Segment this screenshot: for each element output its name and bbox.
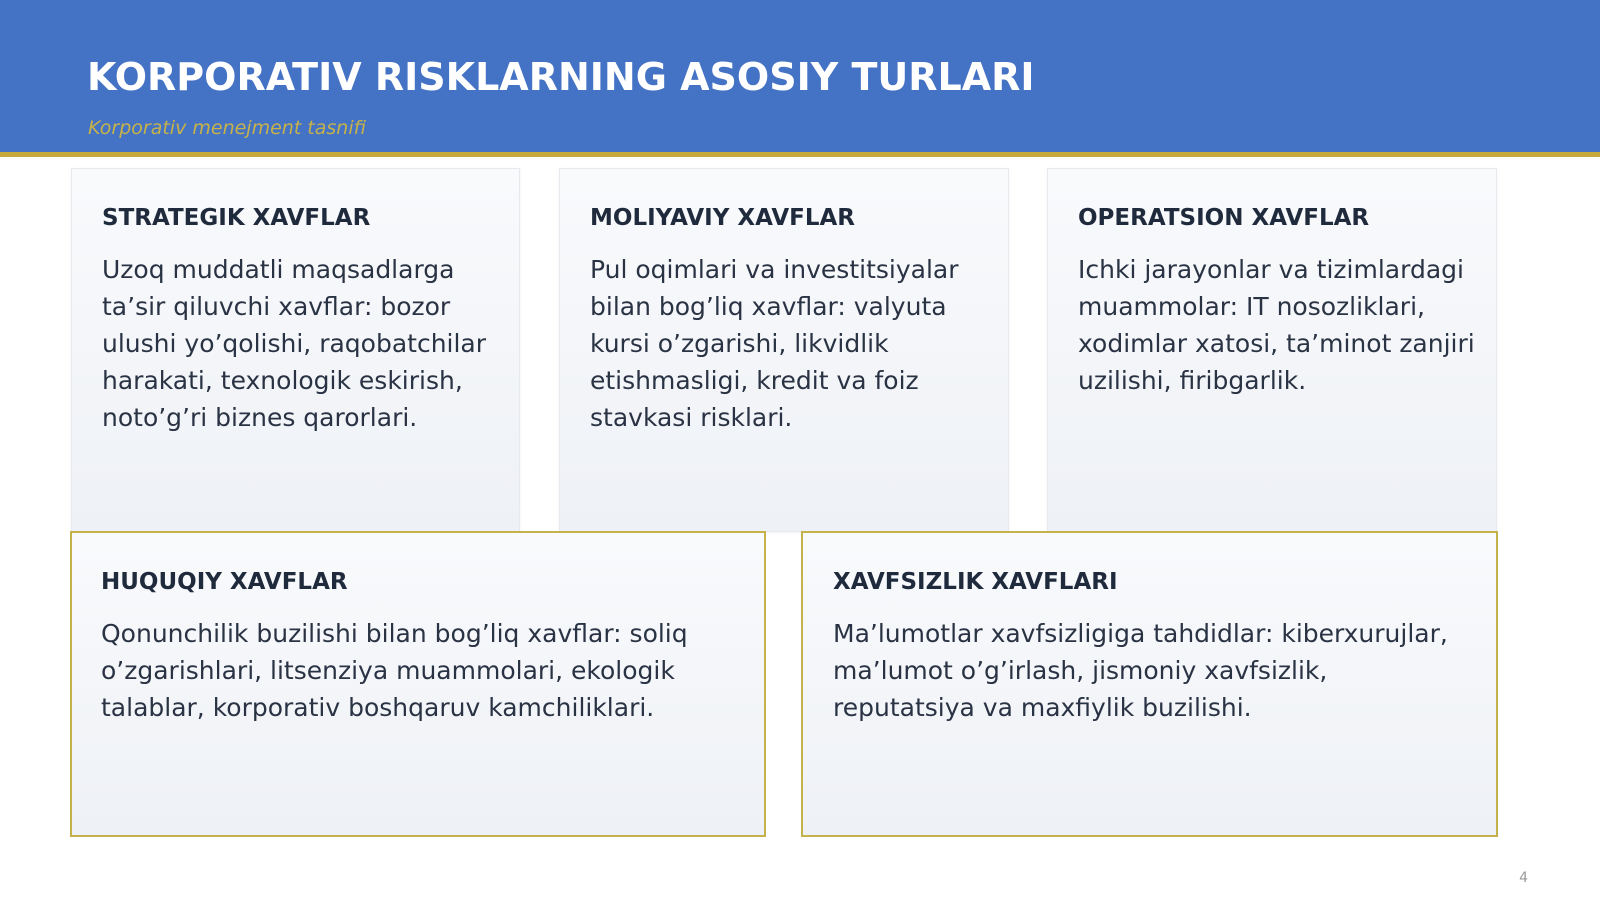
card-text: Pul oqimlari va investitsiyalar bilan bog’liq xavflar: valyuta kursi o’zgarishi, likvidlik etishmasligi, kredit va foiz stavkasi risklari. bbox=[590, 255, 959, 432]
card-title: XAVFSIZLIK XAVFLARI bbox=[833, 569, 1118, 595]
card-text: Ma’lumotlar xavfsizligiga tahdidlar: kiberxurujlar, ma’lumot o’g’irlash, jismoniy xavfsizlik, reputatsiya va maxfiylik buzilishi. bbox=[833, 619, 1448, 722]
card-legal-risks bbox=[70, 531, 766, 837]
card-text: Qonunchilik buzilishi bilan bog’liq xavflar: soliq o’zgarishlari, litsenziya muammolari, ekologik talablar, korporativ boshqaruv kamchiliklari. bbox=[101, 619, 688, 722]
page-number: 4 bbox=[1519, 870, 1528, 886]
card-financial-risks bbox=[559, 168, 1009, 532]
page-subtitle: Korporativ menejment tasnifi bbox=[88, 117, 366, 139]
card-title: HUQUQIY XAVFLAR bbox=[101, 569, 348, 595]
header-bar bbox=[0, 0, 1600, 157]
card-operational-risks bbox=[1047, 168, 1497, 532]
card-title: MOLIYAVIY XAVFLAR bbox=[590, 205, 856, 231]
card-security-risks bbox=[801, 531, 1498, 837]
card-strategic-risks bbox=[71, 168, 520, 532]
page-title: KORPORATIV RISKLARNING ASOSIY TURLARI bbox=[87, 55, 1035, 99]
card-title: STRATEGIK XAVFLAR bbox=[102, 205, 371, 231]
card-title: OPERATSION XAVFLAR bbox=[1078, 205, 1370, 231]
card-text: Uzoq muddatli maqsadlarga ta’sir qiluvchi xavflar: bozor ulushi yo’qolishi, raqobatchilar harakati, texnologik eskirish, noto’g’ri biznes qarorlari. bbox=[102, 255, 487, 432]
card-text: Ichki jarayonlar va tizimlardagi muammolar: IT nosozliklari, xodimlar xatosi, ta’minot zanjiri uzilishi, firibgarlik. bbox=[1078, 255, 1475, 395]
